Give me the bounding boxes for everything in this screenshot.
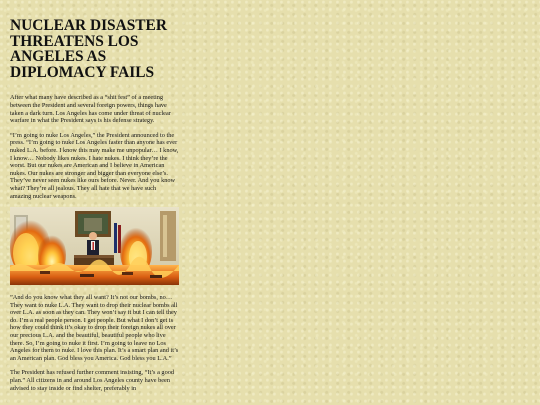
paragraph-followup: The President has refused further comment insisting, “It’s a good plan.” All citizens in and around Los Angeles county have been advised to stay inside or find shelter, preferably in bbox=[10, 369, 175, 392]
paragraph-quote-2: ”And do you know what they all want? It’s not our bombs, no… They want to nuke L.A. They want to drop their nuclear bombs all over L.A. as soon as they can. They won’t say it but I can tell they do. I’m a real people person. I get people. But what I don’t get is how they could think it’s okay to drop their foreign nukes all over our precious L.A. and the beautiful, beautiful people who live there. So, I’m going to nuke it first. I’m going to leave no Los Angeles for them to nuke. I love this plan. It’s a smart plan and it’s an American plan. God bless you America. God bless you L.A.” bbox=[10, 294, 179, 362]
paragraph-quote-1: “I’m going to nuke Los Angeles,” the President announced to the press. “I’m going to nuke Los Angeles faster than anyone has ever nuked L.A. before. I know this may make me unpopular… I know, I know… Nobody likes nukes. I hate nukes. I think they’re the worst. But our nukes are American and I believe in American nukes. Our nukes are stronger and bigger than everyone else’s. They’ve never seen nukes like ours before. Never. And you know what? They’re all jealous. They all hate that we have such amazing nuclear weapons. bbox=[10, 131, 179, 200]
paragraph-intro: After what many have described as a “shit fest” of a meeting between the President and several foreign powers, things have taken a dark turn. Los Angeles has come under threat of nuclear warfare in what the President says is his defense strategy. bbox=[10, 94, 171, 125]
office-fire-photo bbox=[10, 207, 179, 285]
article bbox=[10, 18, 179, 399]
headline: NUCLEAR DISASTER THREATENS LOS ANGELES AS DIPLOMACY FAILS bbox=[10, 17, 167, 81]
